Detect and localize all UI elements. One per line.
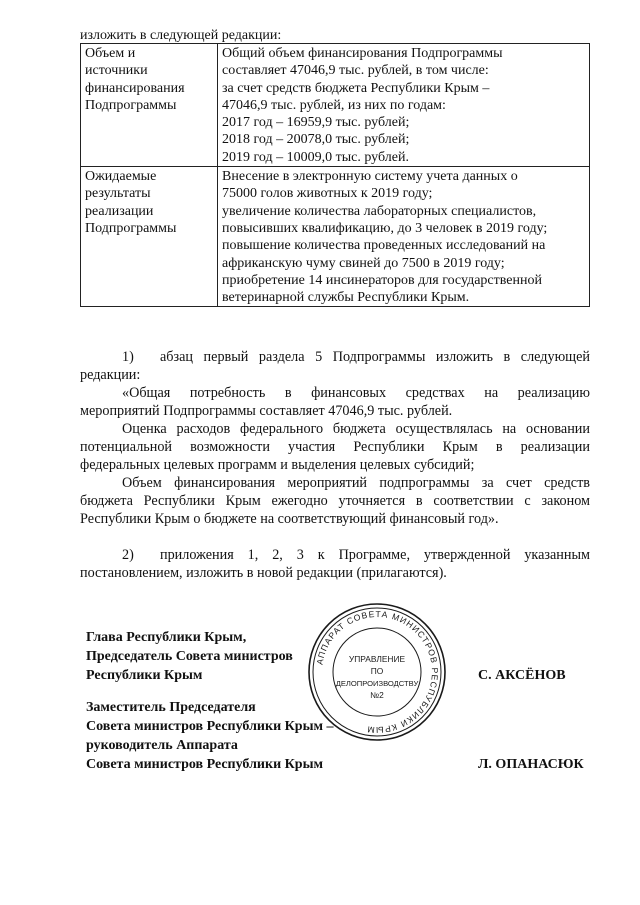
item1-first-line bbox=[80, 348, 590, 366]
label-line: Подпрограммы bbox=[85, 220, 177, 236]
item2-first-line bbox=[80, 546, 590, 564]
value-line: Общий объем финансирования Подпрограммы bbox=[222, 46, 503, 61]
deputy-title-line: Заместитель Председателя bbox=[86, 700, 256, 715]
value-line: за счет средств бюджета Республики Крым – bbox=[222, 80, 490, 96]
head-title-line: Председатель Совета министров bbox=[86, 649, 293, 664]
value-line: увеличение количества лабораторных специалистов, bbox=[222, 203, 537, 219]
item1-line2: редакции: bbox=[80, 367, 141, 383]
item1-p3-line3: Республики Крым о бюджете на соответствующий финансовый год». bbox=[80, 511, 499, 527]
value-line: 47046,9 тыс. рублей, из них по годам: bbox=[222, 97, 446, 113]
item1-quote-line2: мероприятий Подпрограммы составляет 47046,9 тыс. рублей. bbox=[80, 403, 453, 419]
value-line: 2019 год – 10009,0 тыс. рублей. bbox=[222, 149, 409, 165]
label-line: Объем и bbox=[85, 46, 136, 61]
intro-text: изложить в следующей редакции: bbox=[80, 28, 282, 43]
deputy-title-line: Совета министров Республики Крым bbox=[86, 757, 324, 772]
label-line: Ожидаемые bbox=[85, 169, 157, 185]
row-value-cell bbox=[218, 167, 590, 307]
item1-quote-line1: «Общая потребность в финансовых средствах на реализацию bbox=[122, 385, 590, 401]
value-line: приобретение 14 инсинераторов для государственной bbox=[222, 272, 542, 288]
stamp-inner-line: ПО bbox=[370, 666, 384, 676]
value-line: 2018 год – 20078,0 тыс. рублей; bbox=[222, 132, 410, 148]
value-line: 75000 голов животных к 2019 году; bbox=[222, 186, 433, 202]
item2-number: 2) bbox=[122, 547, 134, 563]
label-line: источники bbox=[85, 63, 148, 79]
item1-line1: абзац первый раздела 5 Подпрограммы изложить в следующей bbox=[160, 349, 590, 365]
value-line: Внесение в электронную систему учета данных о bbox=[222, 169, 518, 185]
label-line: реализации bbox=[85, 203, 154, 219]
label-line: Подпрограммы bbox=[85, 97, 177, 113]
item1-p3-line2: бюджета Республики Крым ежегодно уточняется в соответствии с законом bbox=[80, 493, 590, 509]
head-title-line: Республики Крым bbox=[86, 668, 203, 683]
row-value-cell bbox=[218, 44, 590, 167]
item1-p2-line2: потенциальной возможности участия Республики Крым в реализации bbox=[80, 439, 590, 455]
subprogram-table bbox=[80, 43, 590, 307]
value-line: африканскую чуму свиней до 7500 в 2019 году; bbox=[222, 255, 505, 271]
value-line: составляет 47046,9 тыс. рублей, в том числе: bbox=[222, 63, 489, 79]
deputy-signature-title bbox=[86, 698, 334, 774]
deputy-title-line: руководитель Аппарата bbox=[86, 738, 238, 753]
table-row bbox=[81, 44, 590, 167]
item1-p2-line1: Оценка расходов федерального бюджета осуществлялась на основании bbox=[122, 421, 590, 437]
stamp-ring-text: АППАРАТ СОВЕТА МИНИСТРОВ РЕСПУБЛИКИ КРЫМ bbox=[314, 608, 441, 736]
head-signature-name: С. АКСЁНОВ bbox=[478, 668, 566, 683]
table-row bbox=[81, 167, 590, 307]
deputy-signature-name: Л. ОПАНАСЮК bbox=[478, 757, 584, 772]
deputy-title-line: Совета министров Республики Крым – bbox=[86, 719, 334, 734]
item1-p3-line1: Объем финансирования мероприятий подпрограммы за счет средств bbox=[122, 475, 590, 491]
office-stamp-icon bbox=[305, 600, 449, 744]
head-title-line: Глава Республики Крым, bbox=[86, 630, 247, 645]
item1-p2-line3: федеральных целевых программ и выделения целевых субсидий; bbox=[80, 457, 475, 473]
item2-line2: постановлением, изложить в новой редакции (прилагаются). bbox=[80, 565, 447, 581]
label-line: результаты bbox=[85, 186, 151, 202]
stamp-inner-line: №2 bbox=[370, 690, 384, 700]
value-line: повысивших квалификацию, до 3 человек в 2019 году; bbox=[222, 220, 548, 236]
item1-number: 1) bbox=[122, 349, 134, 365]
value-line: 2017 год – 16959,9 тыс. рублей; bbox=[222, 115, 410, 131]
value-line: повышение количества проведенных исследований на bbox=[222, 238, 546, 254]
head-signature-title bbox=[86, 628, 293, 685]
row-label-cell bbox=[81, 44, 218, 167]
stamp-inner-line: ДЕЛОПРОИЗВОДСТВУ bbox=[335, 679, 419, 688]
row-label-cell bbox=[81, 167, 218, 307]
value-line: ветеринарной службы Республики Крым. bbox=[222, 290, 470, 306]
stamp-inner-line: УПРАВЛЕНИЕ bbox=[348, 654, 406, 664]
item2-line1: приложения 1, 2, 3 к Программе, утвержденной указанным bbox=[160, 547, 590, 563]
label-line: финансирования bbox=[85, 80, 185, 96]
